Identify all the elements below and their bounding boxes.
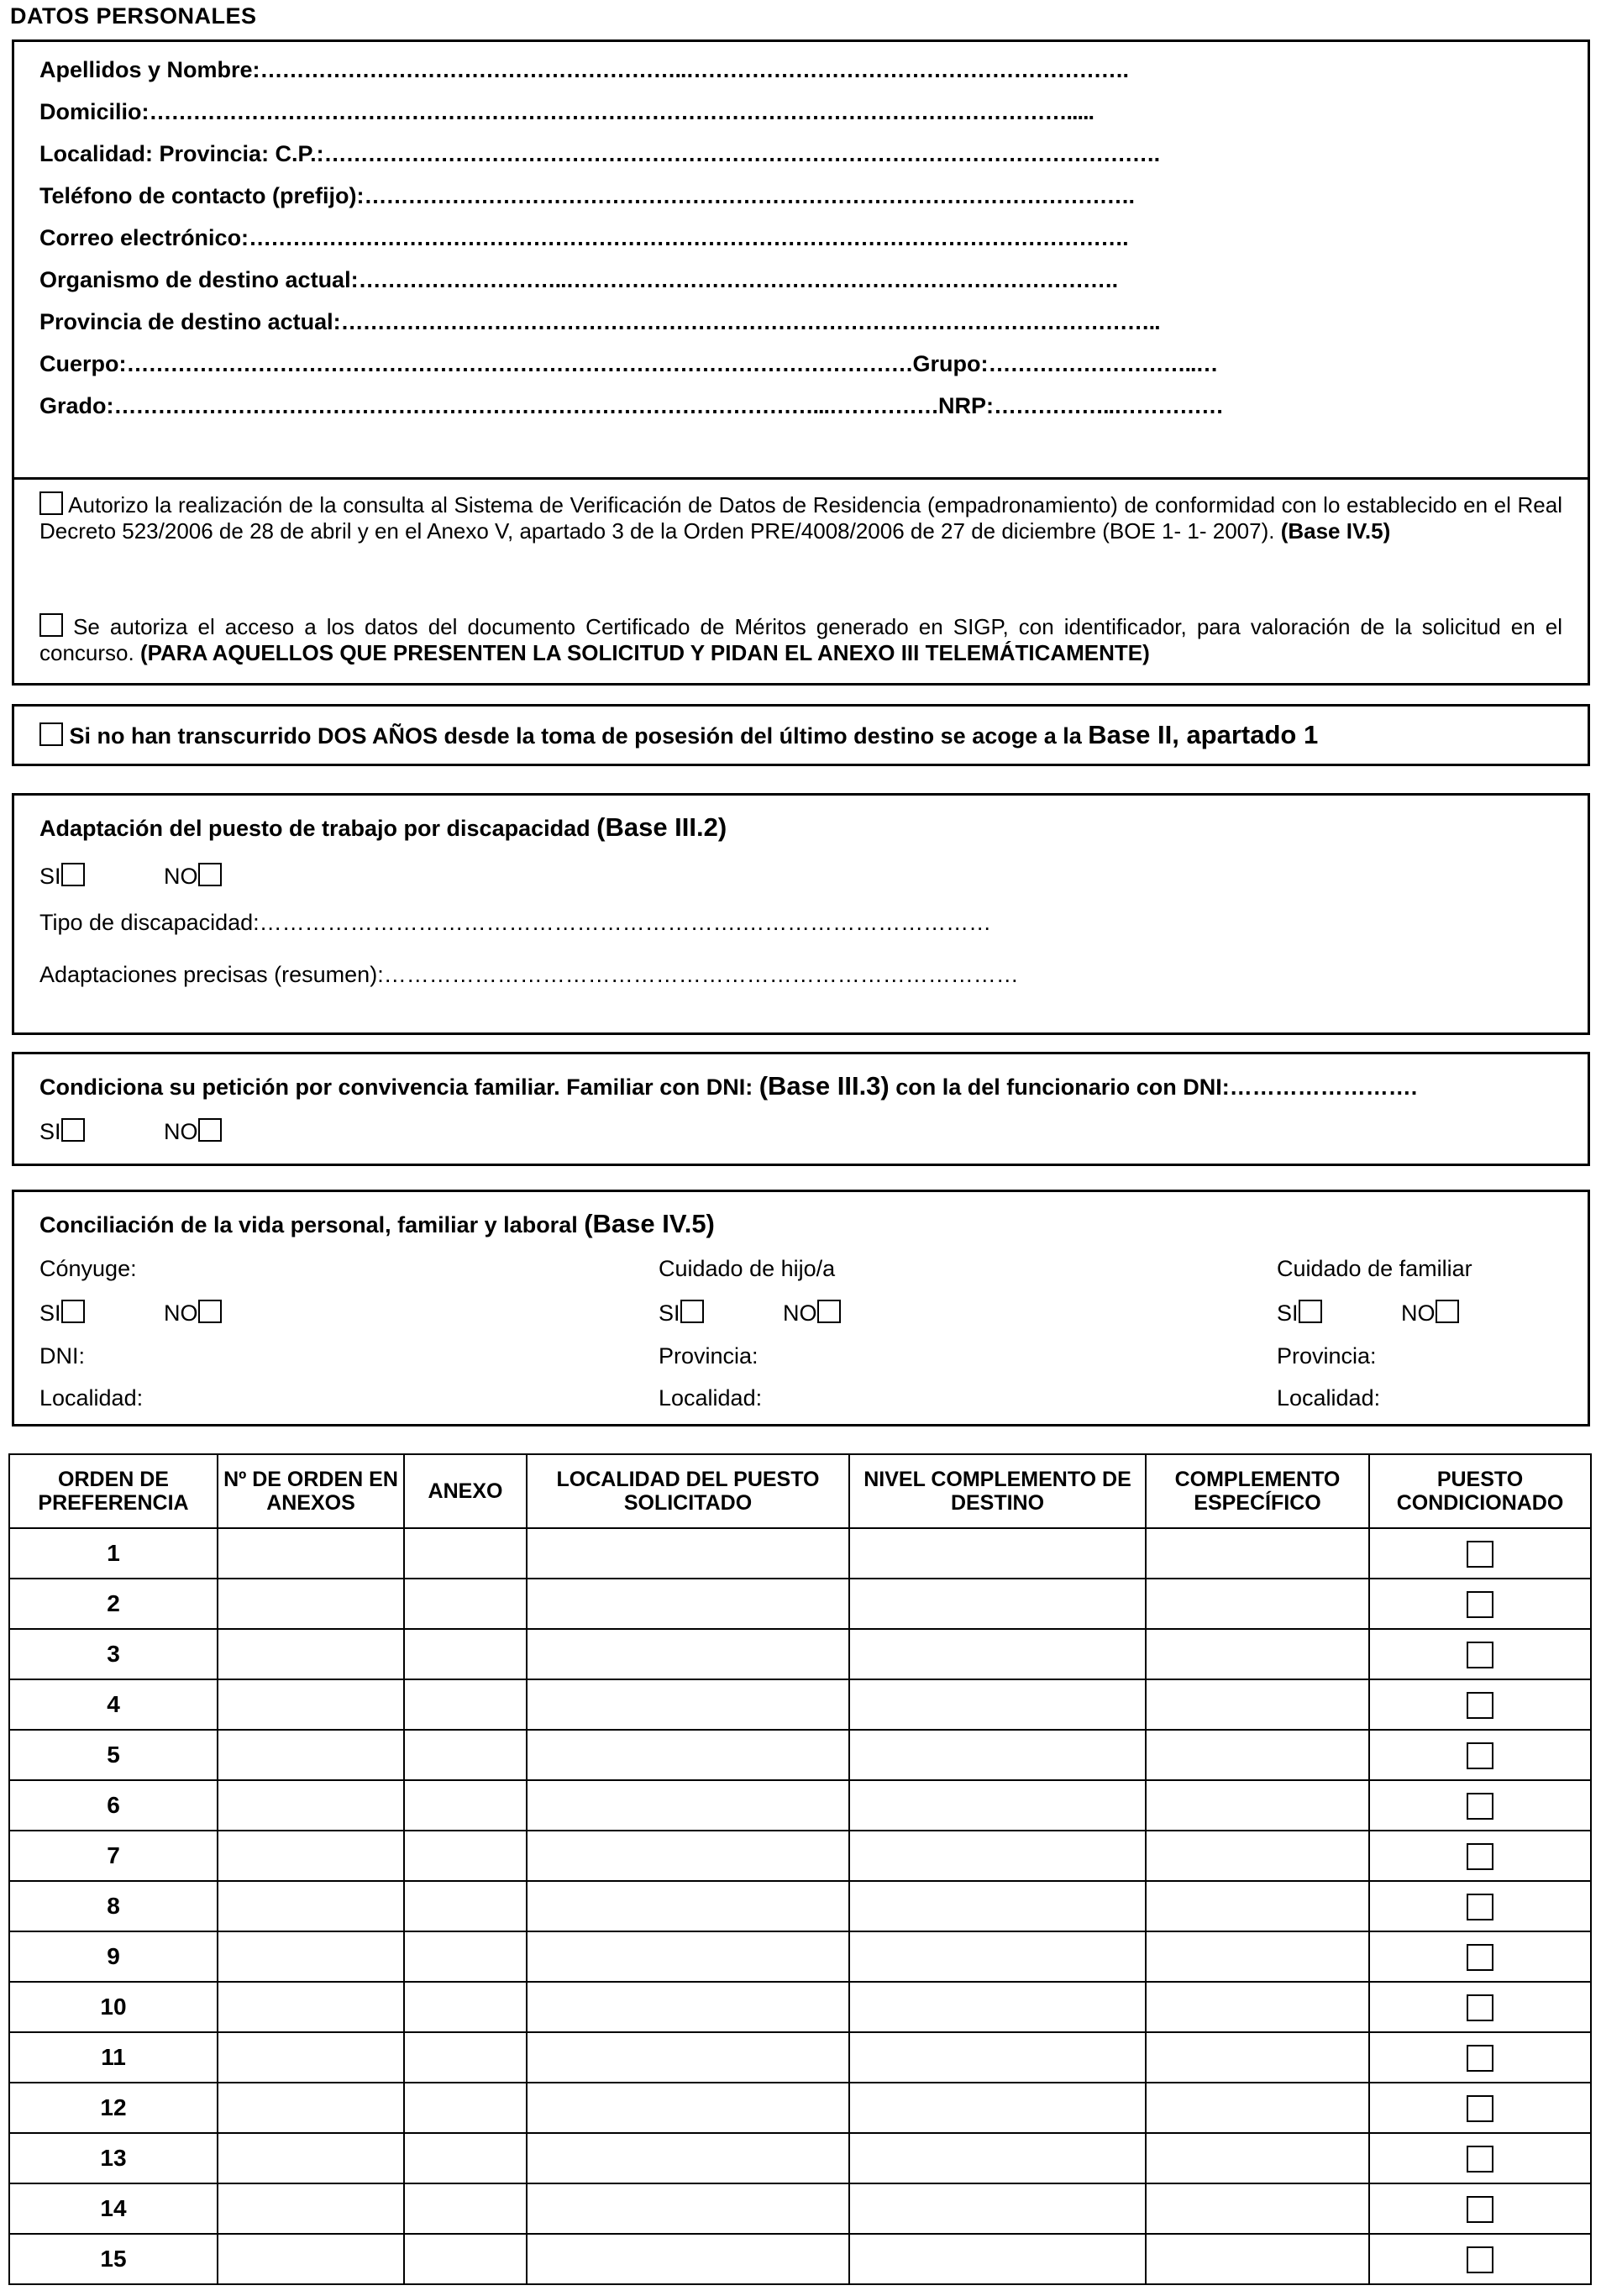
table-cell[interactable] [527,1730,849,1780]
cuerpo-row [39,351,1218,377]
convivencia-si-checkbox[interactable] [61,1118,85,1142]
personal-field-row [39,267,1117,293]
meritos-authorization [39,613,1562,666]
table-cell[interactable] [527,2083,849,2133]
preference-number: 2 [9,1579,218,1629]
puesto-condicionado-cell [1369,1579,1591,1629]
personal-field-row [39,183,1134,209]
convivencia-title [39,1071,1417,1101]
discapacidad-si-checkbox[interactable] [61,863,85,886]
preference-number: 7 [9,1831,218,1881]
table-cell[interactable] [849,2133,1146,2183]
convivencia-no-checkbox[interactable] [198,1118,222,1142]
personal-field-row [39,141,1159,167]
table-cell[interactable] [527,2032,849,2083]
si-label: SI [39,864,61,889]
field-label: Teléfono de contacto (prefijo): [39,183,365,208]
table-cell[interactable] [218,2083,404,2133]
residencia-text: Autorizo la realización de la consulta al Sistema de Verificación de Datos de Residencia (empadronamiento) de conformidad con lo establecido en el Real Decreto 523/2006 de 28 de abril y en el Anexo V, apartado 3 de la Orden PRE/4008/2006 de 27 de diciembre (BOE 1- 1- 2007). [39,492,1562,544]
table-cell[interactable] [1146,1931,1369,1982]
nrp-field[interactable]: ……………..…………… [994,393,1224,418]
preference-number: 12 [9,2083,218,2133]
section-title: DATOS PERSONALES [10,3,257,29]
si-label: SI [1277,1300,1299,1326]
field-label: Provincia de destino actual: [39,309,341,334]
field-label: Apellidos y Nombre: [39,57,260,82]
conciliacion-field-1[interactable]: DNI: [39,1343,85,1369]
residencia-checkbox[interactable] [39,491,63,515]
puesto-condicionado-checkbox[interactable] [1467,1692,1493,1719]
meritos-note: (PARA AQUELLOS QUE PRESENTEN LA SOLICITUD Y PIDAN EL ANEXO III TELEMÁTICAMENTE) [139,640,1150,665]
field-label: Localidad: Provincia: C.P.: [39,141,324,166]
convivencia-dni[interactable]: con la del funcionario con DNI:……………………. [889,1074,1418,1100]
puesto-condicionado-cell [1369,1780,1591,1831]
grado-label: Grado: [39,393,114,418]
table-row [9,1579,1591,1629]
table-cell[interactable] [404,1831,527,1881]
field-input[interactable]: …………………………………………………………………………………………………………. [249,225,1128,250]
table-cell[interactable] [1146,1982,1369,2032]
table-cell[interactable] [1146,2083,1369,2133]
conciliacion-no-checkbox[interactable] [198,1300,222,1323]
table-column-header: COMPLEMENTO ESPECÍFICO [1146,1454,1369,1528]
convivencia-no [164,1118,222,1145]
table-cell[interactable] [218,1780,404,1831]
table-cell[interactable] [527,1780,849,1831]
puesto-condicionado-cell [1369,1730,1591,1780]
table-cell[interactable] [218,1629,404,1679]
table-row [9,2032,1591,2083]
puesto-condicionado-checkbox[interactable] [1467,1944,1493,1971]
table-row [9,1730,1591,1780]
conciliacion-title [39,1209,715,1239]
table-cell[interactable] [849,2083,1146,2133]
preference-number: 11 [9,2032,218,2083]
personal-field-row [39,309,1160,335]
convivencia-title-text: Condiciona su petición por convivencia familiar. Familiar con DNI: [39,1074,759,1100]
si-label: SI [39,1119,61,1144]
puesto-condicionado-checkbox[interactable] [1467,2146,1493,2173]
puesto-condicionado-checkbox[interactable] [1467,1994,1493,2021]
table-cell[interactable] [527,1528,849,1579]
table-cell[interactable] [527,1831,849,1881]
table-cell[interactable] [404,1579,527,1629]
preference-number: 8 [9,1881,218,1931]
field-label: Correo electrónico: [39,225,249,250]
table-column-header: Nº DE ORDEN EN ANEXOS [218,1454,404,1528]
table-column-header: ORDEN DE PREFERENCIA [9,1454,218,1528]
table-cell[interactable] [218,1831,404,1881]
table-cell[interactable] [1146,1629,1369,1679]
table-row [9,2183,1591,2234]
table-cell[interactable] [527,2234,849,2284]
table-cell[interactable] [1146,2133,1369,2183]
preference-number: 15 [9,2234,218,2284]
puesto-condicionado-checkbox[interactable] [1467,2196,1493,2223]
meritos-checkbox[interactable] [39,613,63,637]
table-cell[interactable] [1146,1831,1369,1881]
puesto-condicionado-cell [1369,2083,1591,2133]
no-label: NO [164,1300,198,1326]
conciliacion-field-1[interactable]: Provincia: [1277,1343,1377,1369]
conciliacion-box [12,1190,1590,1426]
preference-number: 4 [9,1679,218,1730]
puesto-condicionado-cell [1369,1679,1591,1730]
table-cell[interactable] [404,1881,527,1931]
si-label: SI [39,1300,61,1326]
preference-number: 13 [9,2133,218,2183]
no-label: NO [1401,1300,1436,1326]
conciliacion-column-heading: Cuidado de hijo/a [659,1256,836,1281]
preference-number: 1 [9,1528,218,1579]
cuerpo-label: Cuerpo: [39,351,127,376]
table-cell[interactable] [404,1528,527,1579]
nrp-label: NRP: [938,393,995,418]
puesto-condicionado-cell [1369,2183,1591,2234]
table-cell[interactable] [527,1579,849,1629]
table-cell[interactable] [404,1629,527,1679]
table-cell[interactable] [218,1931,404,1982]
grado-row [39,393,1223,419]
table-cell[interactable] [404,2032,527,2083]
conciliacion-no [164,1300,222,1327]
table-cell[interactable] [218,1881,404,1931]
conciliacion-si-checkbox[interactable] [680,1300,704,1323]
table-cell[interactable] [218,1528,404,1579]
conciliacion-field-2[interactable]: Localidad: [39,1385,144,1411]
table-cell[interactable] [849,2032,1146,2083]
cuerpo-field[interactable]: ……………………………………………………………………………………………… [126,351,913,376]
field-input[interactable]: …………………………………………………..……………………………………………………. [260,57,1129,82]
discapacidad-title [39,812,727,843]
table-column-header: NIVEL COMPLEMENTO DE DESTINO [849,1454,1146,1528]
table-cell[interactable] [527,1629,849,1679]
conciliacion-no-checkbox[interactable] [1436,1300,1459,1323]
table-cell[interactable] [218,1679,404,1730]
table-row [9,2234,1591,2284]
table-row [9,1780,1591,1831]
puesto-condicionado-cell [1369,1528,1591,1579]
dos-anos-box [12,704,1590,766]
puesto-condicionado-checkbox[interactable] [1467,1793,1493,1820]
table-cell[interactable] [218,2183,404,2234]
table-cell[interactable] [404,2133,527,2183]
table-header-row [9,1454,1591,1528]
table-cell[interactable] [1146,1730,1369,1780]
discapacidad-si [39,863,85,890]
conciliacion-no [783,1300,841,1327]
discapacidad-no [164,863,222,890]
table-cell[interactable] [218,1730,404,1780]
table-row [9,1528,1591,1579]
puesto-condicionado-checkbox[interactable] [1467,1894,1493,1920]
tipo-discapacidad[interactable]: Tipo de discapacidad:……………………………………………………….…………………………… [39,910,992,935]
table-cell[interactable] [849,1679,1146,1730]
conciliacion-si-checkbox[interactable] [1299,1300,1322,1323]
puesto-condicionado-checkbox[interactable] [1467,1642,1493,1668]
table-cell[interactable] [1146,1780,1369,1831]
puesto-condicionado-checkbox[interactable] [1467,2095,1493,2122]
preference-number: 5 [9,1730,218,1780]
table-cell[interactable] [1146,1579,1369,1629]
table-row [9,1982,1591,2032]
table-cell[interactable] [1146,2234,1369,2284]
discapacidad-box [12,793,1590,1035]
dos-anos-base: Base II, apartado 1 [1088,720,1319,749]
table-cell[interactable] [1146,2032,1369,2083]
table-cell[interactable] [849,2234,1146,2284]
personal-field-row [39,99,1094,125]
table-row [9,2133,1591,2183]
table-cell[interactable] [404,2083,527,2133]
no-label: NO [783,1300,817,1326]
conciliacion-no [1401,1300,1459,1327]
puesto-condicionado-cell [1369,1931,1591,1982]
table-cell[interactable] [849,1881,1146,1931]
table-cell[interactable] [1146,1679,1369,1730]
conciliacion-field-2[interactable]: Localidad: [1277,1385,1381,1411]
table-cell[interactable] [1146,1528,1369,1579]
preference-number: 10 [9,1982,218,2032]
table-cell[interactable] [218,1982,404,2032]
meritos-text: Se autoriza el acceso a los datos del documento Certificado de Méritos generado en SIGP, con identificador, para valoración de la solicitud en el concurso. [39,614,1562,665]
table-cell[interactable] [404,1679,527,1730]
table-row [9,1679,1591,1730]
conciliacion-field-2[interactable]: Localidad: [659,1385,763,1411]
grado-field[interactable]: ……………………………………………………………………………………...…………… [113,393,939,418]
table-cell[interactable] [849,1931,1146,1982]
puesto-condicionado-checkbox[interactable] [1467,2246,1493,2273]
table-cell[interactable] [1146,2183,1369,2234]
conciliacion-column-heading: Cuidado de familiar [1277,1256,1472,1281]
table-cell[interactable] [849,2183,1146,2234]
dos-anos-checkbox[interactable] [39,722,63,746]
table-cell[interactable] [849,1629,1146,1679]
puesto-condicionado-cell [1369,2133,1591,2183]
field-label: Domicilio: [39,99,150,124]
table-cell[interactable] [218,2234,404,2284]
discapacidad-base: (Base III.2) [596,812,727,842]
preference-number: 3 [9,1629,218,1679]
puesto-condicionado-cell [1369,1629,1591,1679]
field-input[interactable]: ……………………………………………………………………………………………………. [323,141,1160,166]
discapacidad-no-checkbox[interactable] [198,863,222,886]
preference-table [8,1453,1592,2285]
table-cell[interactable] [849,1982,1146,2032]
table-cell[interactable] [218,2032,404,2083]
table-cell[interactable] [404,1730,527,1780]
table-cell[interactable] [404,1931,527,1982]
table-cell[interactable] [527,1679,849,1730]
no-label: NO [164,864,198,889]
preference-number: 9 [9,1931,218,1982]
table-column-header: PUESTO CONDICIONADO [1369,1454,1591,1528]
table-row [9,1831,1591,1881]
table-column-header: LOCALIDAD DEL PUESTO SOLICITADO [527,1454,849,1528]
field-input[interactable]: ………………………………………………………………………………………………….. [340,309,1160,334]
puesto-condicionado-checkbox[interactable] [1467,2045,1493,2072]
conciliacion-column-heading: Cónyuge: [39,1256,137,1281]
adaptaciones-precisas[interactable]: Adaptaciones precisas (resumen):………………………………………………………………………… [39,962,1019,987]
table-cell[interactable] [527,1931,849,1982]
conciliacion-si [39,1300,85,1327]
puesto-condicionado-checkbox[interactable] [1467,1742,1493,1769]
table-cell[interactable] [1146,1881,1369,1931]
puesto-condicionado-cell [1369,1881,1591,1931]
table-cell[interactable] [527,2133,849,2183]
table-cell[interactable] [218,2133,404,2183]
dos-anos-text: Si no han transcurrido DOS AÑOS desde la toma de posesión del último destino se acoge a la [63,723,1089,749]
table-row [9,1931,1591,1982]
table-cell[interactable] [404,1982,527,2032]
discapacidad-title-text: Adaptación del puesto de trabajo por discapacidad [39,816,597,841]
table-cell[interactable] [849,1579,1146,1629]
puesto-condicionado-checkbox[interactable] [1467,1591,1493,1618]
puesto-condicionado-cell [1369,2234,1591,2284]
no-label: NO [164,1119,198,1144]
preference-number: 6 [9,1780,218,1831]
conciliacion-si [659,1300,704,1327]
convivencia-box [12,1052,1590,1166]
table-row [9,1629,1591,1679]
conciliacion-si [1277,1300,1322,1327]
puesto-condicionado-cell [1369,1982,1591,2032]
puesto-condicionado-cell [1369,1831,1591,1881]
puesto-condicionado-checkbox[interactable] [1467,1843,1493,1870]
residencia-base: (Base IV.5) [1280,518,1391,544]
table-row [9,1881,1591,1931]
conciliacion-title-text: Conciliación de la vida personal, familiar y laboral [39,1212,585,1237]
table-column-header: ANEXO [404,1454,527,1528]
table-cell[interactable] [849,1528,1146,1579]
conciliacion-si-checkbox[interactable] [61,1300,85,1323]
field-input[interactable]: ………………………………………………………………………………………………………………..... [149,99,1094,124]
field-input[interactable]: ……………………………………………………………………………………………. [364,183,1135,208]
personal-field-row [39,225,1128,251]
table-cell[interactable] [849,1730,1146,1780]
table-cell[interactable] [849,1831,1146,1881]
residencia-authorization [39,491,1562,544]
puesto-condicionado-cell [1369,2032,1591,2083]
table-cell[interactable] [404,2183,527,2234]
field-label: Organismo de destino actual: [39,267,359,292]
si-label: SI [659,1300,680,1326]
table-cell[interactable] [527,2183,849,2234]
conciliacion-base: (Base IV.5) [584,1209,715,1238]
personal-data-box [12,39,1590,686]
grupo-field[interactable]: ………………………..… [988,351,1218,376]
personal-field-row [39,57,1128,83]
box-divider [14,477,1588,480]
convivencia-si [39,1118,85,1145]
conciliacion-no-checkbox[interactable] [817,1300,841,1323]
puesto-condicionado-checkbox[interactable] [1467,1541,1493,1568]
table-row [9,2083,1591,2133]
table-cell[interactable] [404,2234,527,2284]
dos-anos-line [39,720,1318,750]
field-input[interactable]: ………………………..…………………………………………………………………. [358,267,1118,292]
grupo-label: Grupo: [912,351,989,376]
convivencia-base: (Base III.3) [759,1071,890,1101]
table-cell[interactable] [849,1780,1146,1831]
table-cell[interactable] [527,1881,849,1931]
conciliacion-field-1[interactable]: Provincia: [659,1343,759,1369]
table-cell[interactable] [218,1579,404,1629]
table-cell[interactable] [527,1982,849,2032]
preference-number: 14 [9,2183,218,2234]
table-cell[interactable] [404,1780,527,1831]
